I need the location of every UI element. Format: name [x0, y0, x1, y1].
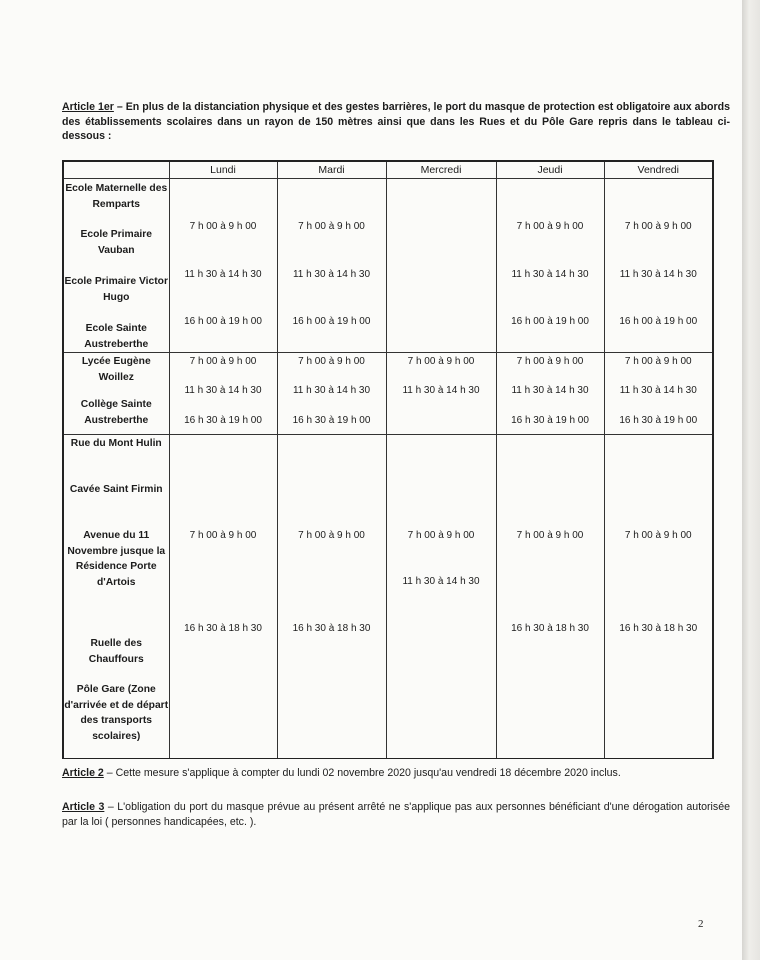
- time-slot: 11 h 30 à 14 h 30: [292, 269, 371, 280]
- location-label: Ecole Primaire Victor Hugo: [64, 276, 168, 303]
- time-slot: 11 h 30 à 14 h 30: [402, 385, 480, 396]
- time-slot: 16 h 30 à 18 h 30: [184, 623, 262, 634]
- day-header: Jeudi: [496, 161, 604, 179]
- article-1-label: Article 1er: [62, 101, 114, 113]
- time-slot: 16 h 30 à 18 h 30: [511, 623, 589, 634]
- time-slot: 7 h 00 à 9 h 00: [624, 221, 692, 232]
- time-cell: [496, 179, 604, 353]
- article-2-text: – Cette mesure s'applique à compter du lundi 02 novembre 2020 jusqu'au vendredi 18 décembre 2020 inclus.: [103, 767, 621, 779]
- time-slot: 7 h 00 à 9 h 00: [189, 356, 257, 367]
- time-cell: [169, 179, 277, 353]
- location-label: Ruelle des Chauffours: [88, 638, 144, 665]
- time-slot: 7 h 00 à 9 h 00: [407, 356, 475, 367]
- time-cell: [386, 179, 496, 353]
- time-cell: [604, 435, 713, 759]
- article-2-paragraph: [62, 766, 730, 781]
- location-label: Rue du Mont Hulin: [70, 438, 162, 449]
- table-row: [63, 435, 713, 759]
- time-slot: 16 h 00 à 19 h 00: [619, 316, 698, 327]
- article-3-label: Article 3: [62, 801, 105, 813]
- location-label: Collège Sainte Austreberthe: [80, 399, 152, 426]
- day-header: Mercredi: [386, 161, 496, 179]
- table-row: [63, 179, 713, 353]
- article-3-paragraph: [62, 800, 730, 829]
- time-slot: 7 h 00 à 9 h 00: [189, 530, 257, 541]
- day-header: Vendredi: [604, 161, 713, 179]
- time-cell: [496, 435, 604, 759]
- corner-header: [63, 161, 169, 179]
- time-slot: 16 h 30 à 19 h 00: [292, 415, 371, 426]
- time-slot: 7 h 00 à 9 h 00: [624, 530, 692, 541]
- location-label: Ecole Primaire Vauban: [80, 229, 153, 256]
- time-slot: 7 h 00 à 9 h 00: [298, 356, 365, 367]
- time-slot: 16 h 30 à 19 h 00: [184, 415, 262, 426]
- article-1-paragraph: [62, 100, 730, 144]
- location-cell: [63, 435, 169, 759]
- time-slot: 11 h 30 à 14 h 30: [511, 269, 589, 280]
- time-slot: 7 h 00 à 9 h 00: [407, 530, 475, 541]
- time-cell: [277, 435, 386, 759]
- time-cell: [604, 179, 713, 353]
- location-label: Ecole Maternelle des Remparts: [65, 183, 168, 210]
- time-slot: 11 h 30 à 14 h 30: [402, 576, 480, 587]
- article-1-text: – En plus de la distanciation physique et des gestes barrières, le port du masque de protection est obligatoire aux abords des établissements scolaires dans un rayon de 150 mètres ainsi que dans les Rues et du Pôle Gare repris dans le tableau ci-dessous :: [62, 101, 730, 142]
- location-cell: [63, 353, 169, 435]
- page-edge-shadow: [742, 0, 760, 960]
- time-slot: 16 h 30 à 19 h 00: [511, 415, 589, 426]
- time-slot: 11 h 30 à 14 h 30: [619, 269, 697, 280]
- location-label: Pôle Gare (Zone d'arrivée et de départ des transports scolaires): [64, 684, 169, 742]
- time-slot: 7 h 00 à 9 h 00: [189, 221, 257, 232]
- location-label: Lycée Eugène Woillez: [81, 356, 151, 383]
- time-cell: [169, 435, 277, 759]
- time-slot: 7 h 00 à 9 h 00: [516, 530, 584, 541]
- location-label: Ecole Sainte Austreberthe: [84, 323, 149, 350]
- time-slot: 11 h 30 à 14 h 30: [184, 269, 262, 280]
- day-header: Lundi: [169, 161, 277, 179]
- time-cell: [386, 353, 496, 435]
- time-slot: 7 h 00 à 9 h 00: [516, 221, 584, 232]
- time-slot: 7 h 00 à 9 h 00: [298, 530, 365, 541]
- time-slot: 11 h 30 à 14 h 30: [292, 385, 371, 396]
- article-2-label: Article 2: [62, 767, 104, 779]
- time-slot: 16 h 00 à 19 h 00: [184, 316, 262, 327]
- time-cell: [277, 353, 386, 435]
- time-cell: [496, 353, 604, 435]
- time-slot: 16 h 00 à 19 h 00: [292, 316, 371, 327]
- time-slot: 7 h 00 à 9 h 00: [624, 356, 692, 367]
- time-cell: [386, 435, 496, 759]
- time-cell: [604, 353, 713, 435]
- time-slot: 11 h 30 à 14 h 30: [511, 385, 589, 396]
- time-slot: 16 h 30 à 18 h 30: [619, 623, 698, 634]
- time-cell: [169, 353, 277, 435]
- location-cell: [63, 179, 169, 353]
- time-slot: 7 h 00 à 9 h 00: [298, 221, 365, 232]
- day-header: Mardi: [277, 161, 386, 179]
- time-slot: 16 h 30 à 18 h 30: [292, 623, 371, 634]
- article-3-text: – L'obligation du port du masque prévue au présent arrêté ne s'applique pas aux personnes bénéficiant d'une dérogation autorisée par la loi ( personnes handicapées, etc. ).: [62, 801, 730, 828]
- page-number: 2: [698, 918, 704, 930]
- time-slot: 16 h 30 à 19 h 00: [619, 415, 698, 426]
- schedule-table: [62, 160, 714, 759]
- time-slot: 16 h 00 à 19 h 00: [511, 316, 589, 327]
- time-slot: 11 h 30 à 14 h 30: [619, 385, 697, 396]
- time-cell: [277, 179, 386, 353]
- table-row: [63, 353, 713, 435]
- location-label: Cavée Saint Firmin: [69, 484, 163, 495]
- time-slot: 7 h 00 à 9 h 00: [516, 356, 584, 367]
- location-label: Avenue du 11 Novembre jusque la Résidence Porte d'Artois: [67, 530, 166, 588]
- table-header-row: [63, 161, 713, 179]
- time-slot: 11 h 30 à 14 h 30: [184, 385, 262, 396]
